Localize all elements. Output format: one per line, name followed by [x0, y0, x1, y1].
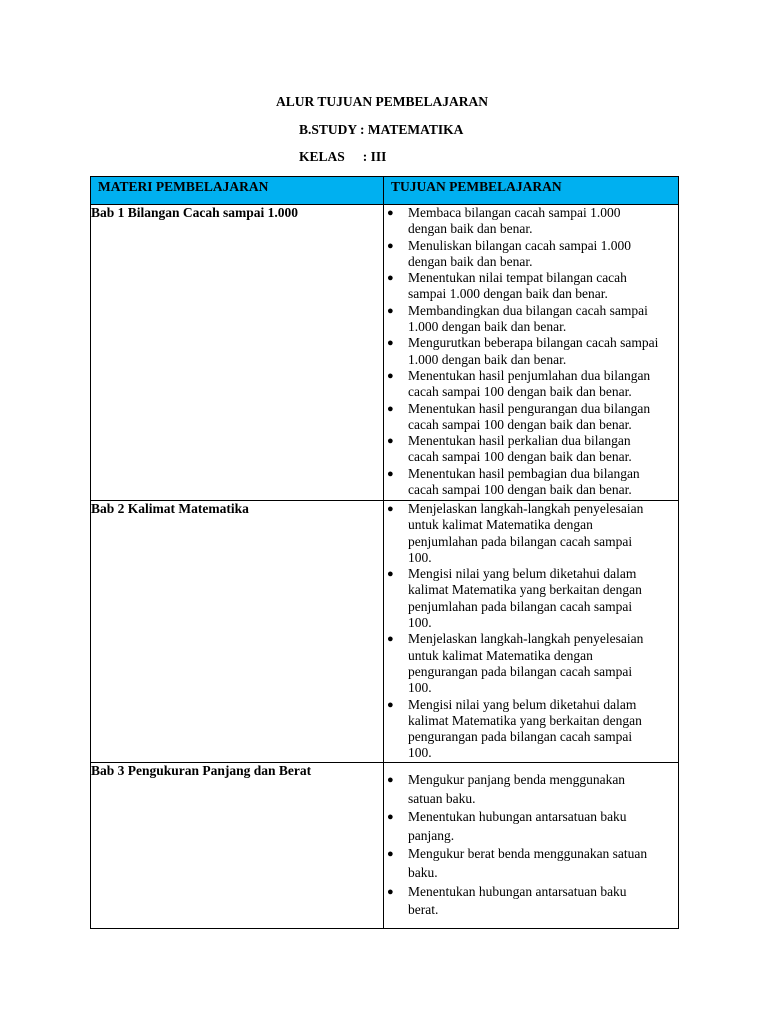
objective-item — [384, 270, 678, 303]
objective-list — [384, 771, 678, 920]
objective-text-line: Membaca bilangan cacah sampai 1.000 — [408, 205, 621, 220]
objective-text-line: cacah sampai 100 dengan baik dan benar. — [408, 416, 632, 432]
objective-item — [384, 883, 678, 920]
objective-text-line: berat. — [408, 902, 439, 918]
objective-text-line: Menjelaskan langkah-langkah penyelesaian — [408, 501, 644, 516]
objective-text-line: Menuliskan bilangan cacah sampai 1.000 — [408, 237, 632, 253]
bullet-icon: ● — [387, 467, 394, 480]
objective-item — [384, 303, 678, 336]
bullet-icon: ● — [387, 239, 394, 252]
objective-item — [384, 501, 678, 566]
objective-text-line: Mengukur berat benda menggunakan satuan — [408, 846, 648, 862]
objective-text-line: untuk kalimat Matematika dengan — [408, 647, 593, 663]
objective-text-line: 1.000 dengan baik dan benar. — [408, 319, 567, 335]
materi-cell: Bab 1 Bilangan Cacah sampai 1.000 — [91, 205, 384, 501]
objective-item — [384, 466, 678, 499]
objective-text-line: cacah sampai 100 dengan baik dan benar. — [408, 449, 632, 465]
bullet-icon: ● — [387, 698, 394, 711]
objective-item — [384, 566, 678, 631]
objective-text-line: baku. — [408, 864, 438, 880]
document-title: ALUR TUJUAN PEMBELAJARAN — [276, 94, 489, 109]
objective-text-line: pengurangan pada bilangan cacah sampai — [408, 729, 633, 745]
materi-cell: Bab 3 Pengukuran Panjang dan Berat — [91, 763, 384, 929]
objective-item — [384, 808, 678, 845]
objective-item — [384, 845, 678, 882]
tujuan-cell — [384, 763, 679, 929]
objective-text-line: Menentukan hasil perkalian dua bilangan — [408, 433, 631, 449]
objective-text-line: Membandingkan dua bilangan cacah sampai — [408, 302, 648, 318]
objective-text-line: Mengukur panjang benda menggunakan — [408, 772, 626, 787]
objective-list — [384, 205, 678, 498]
objective-text-line: Menentukan hubungan antarsatuan baku — [408, 809, 627, 825]
objective-item — [384, 771, 678, 808]
objective-text-line: 1.000 dengan baik dan benar. — [408, 351, 567, 367]
objective-item — [384, 697, 678, 762]
objective-item — [384, 631, 678, 696]
class-line — [299, 149, 386, 165]
bullet-icon: ● — [387, 304, 394, 317]
objective-item — [384, 205, 678, 238]
class-label: KELAS — [299, 149, 345, 164]
objective-text-line: untuk kalimat Matematika dengan — [408, 517, 593, 533]
objective-text-line: Mengurutkan beberapa bilangan cacah sampai — [408, 335, 659, 351]
objective-item — [384, 238, 678, 271]
bullet-icon: ● — [387, 811, 394, 824]
objective-text-line: panjang. — [408, 827, 455, 843]
bullet-icon: ● — [387, 568, 394, 581]
objective-text-line: Mengisi nilai yang belum diketahui dalam — [408, 696, 637, 712]
bullet-icon: ● — [387, 633, 394, 646]
objective-text-line: Menentukan hasil pembagian dua bilangan — [408, 465, 640, 481]
bullet-icon: ● — [387, 369, 394, 382]
objective-text-line: penjumlahan pada bilangan cacah sampai — [408, 598, 633, 614]
column-header-tujuan: TUJUAN PEMBELAJARAN — [384, 177, 679, 205]
objective-text-line: Menjelaskan langkah-langkah penyelesaian — [408, 631, 644, 647]
objective-text-line: penjumlahan pada bilangan cacah sampai — [408, 533, 633, 549]
bullet-icon: ● — [387, 337, 394, 350]
bullet-icon: ● — [387, 848, 394, 861]
tujuan-cell — [384, 205, 679, 501]
objective-list — [384, 501, 678, 762]
subject-line: B.STUDY : MATEMATIKA — [299, 122, 464, 137]
objective-text-line: 100. — [408, 549, 432, 565]
bullet-icon: ● — [387, 402, 394, 415]
objective-item — [384, 433, 678, 466]
objective-text-line: dengan baik dan benar. — [408, 221, 533, 237]
table-row — [91, 205, 679, 501]
objective-text-line: 100. — [408, 745, 432, 761]
objective-item — [384, 335, 678, 368]
bullet-icon: ● — [387, 503, 394, 515]
objective-item — [384, 401, 678, 434]
objective-text-line: Mengisi nilai yang belum diketahui dalam — [408, 566, 637, 582]
objective-text-line: sampai 1.000 dengan baik dan benar. — [408, 286, 608, 302]
materi-cell: Bab 2 Kalimat Matematika — [91, 501, 384, 763]
objective-text-line: 100. — [408, 680, 432, 696]
bullet-icon: ● — [387, 774, 394, 786]
objective-text-line: Menentukan hasil pengurangan dua bilangan — [408, 400, 651, 416]
table-header-row — [91, 177, 679, 205]
objective-text-line: Menentukan hasil penjumlahan dua bilangan — [408, 367, 651, 383]
objective-text-line: cacah sampai 100 dengan baik dan benar. — [408, 384, 632, 400]
objective-text-line: cacah sampai 100 dengan baik dan benar. — [408, 482, 632, 498]
bullet-icon: ● — [387, 885, 394, 898]
objective-text-line: Menentukan hubungan antarsatuan baku — [408, 883, 627, 899]
objective-text-line: 100. — [408, 615, 432, 631]
column-header-materi: MATERI PEMBELAJARAN — [91, 177, 384, 205]
bullet-icon: ● — [387, 272, 394, 285]
objective-text-line: dengan baik dan benar. — [408, 253, 533, 269]
table-row — [91, 763, 679, 929]
objective-text-line: kalimat Matematika yang berkaitan dengan — [408, 712, 642, 728]
objective-item — [384, 368, 678, 401]
class-value: : III — [362, 149, 387, 164]
objective-text-line: Menentukan nilai tempat bilangan cacah — [408, 270, 627, 286]
objective-text-line: satuan baku. — [408, 790, 476, 806]
tujuan-cell — [384, 501, 679, 763]
bullet-icon: ● — [387, 207, 394, 219]
objective-text-line: pengurangan pada bilangan cacah sampai — [408, 663, 633, 679]
bullet-icon: ● — [387, 435, 394, 448]
table-row — [91, 501, 679, 763]
learning-objectives-table — [90, 176, 679, 929]
objective-text-line: kalimat Matematika yang berkaitan dengan — [408, 582, 642, 598]
